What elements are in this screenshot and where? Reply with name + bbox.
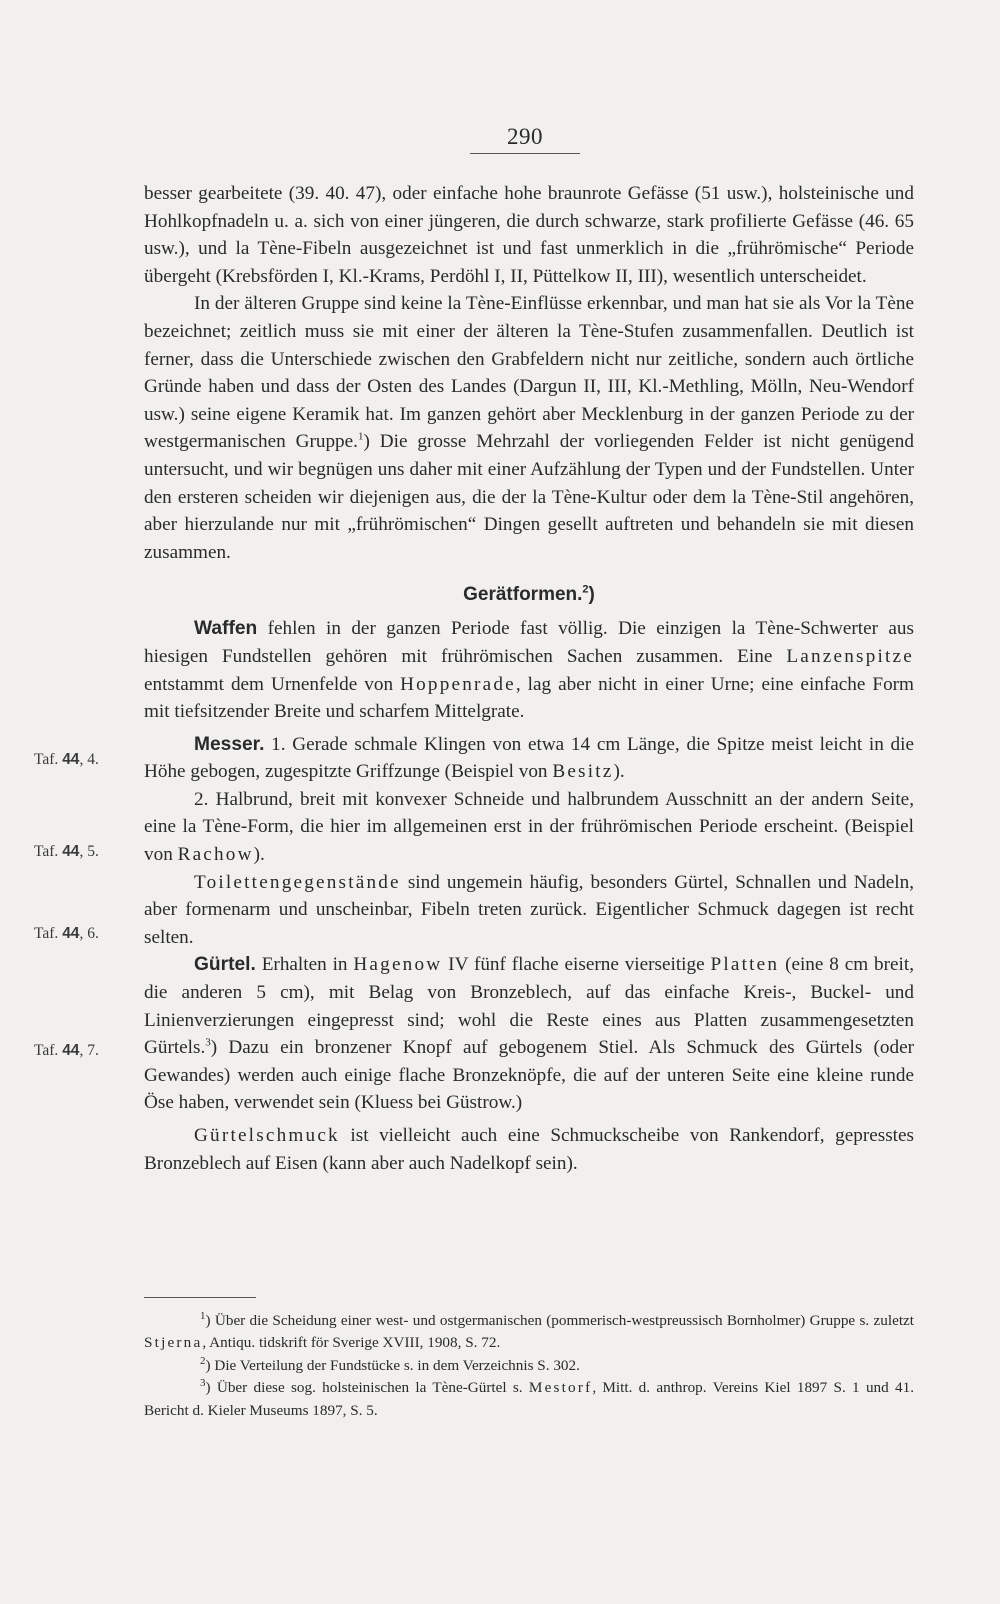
paragraph-toilette — [144, 869, 914, 952]
margin-note-label: Taf. — [34, 925, 59, 942]
footnote-3-text-b: , Mitt. d. anthrop. Vereins Kiel 1897 S. 1 und 41. Bericht d. Kieler Museums 1897, S. 5. — [144, 1379, 914, 1419]
margin-note-label: Taf. — [34, 751, 59, 768]
guertel-text-b: IV fünf flache eiserne vierseitige — [442, 954, 711, 976]
page-number: 290 — [507, 124, 543, 149]
waffen-text-a: fehlen in der ganzen Periode fast völlig. Die einzigen la Tène-Schwerter aus hiesigen Fundstellen gehören mit frührömischen Sachen zusammen. Eine — [144, 618, 914, 667]
paragraph-guertel — [144, 951, 914, 1117]
section-heading — [144, 581, 914, 609]
section-heading-close: ) — [588, 584, 595, 606]
margin-note-taf-44-6 — [34, 925, 134, 943]
paragraph-older-group — [144, 290, 914, 566]
paragraph-waffen — [144, 615, 914, 725]
page-number-rule — [470, 153, 580, 154]
waffen-text-b: entstammt dem Urnenfelde von — [144, 673, 401, 695]
paragraph-older-group-text-2: ) Die grosse Mehrzahl der vorliegenden Felder ist nicht genügend untersucht, und wir begnügen uns daher mit einer Aufzählung der Typen und der Fundstellen. Unter den ersteren scheiden wir diejenigen aus, die der la Tène-Kultur oder dem la Tène-Stil angehören, aber hierzulande nur mit „frührömischen“ Dingen gesellt auftreten und behandeln sie mit diesen zusammen. — [144, 431, 914, 563]
footnote-2-text: ) Die Verteilung der Fundstücke s. in dem Verzeichnis S. 302. — [205, 1356, 580, 1374]
margin-note-taf-44-7 — [34, 1042, 134, 1060]
footnote-rule — [144, 1297, 256, 1298]
waffen-text-c: , lag aber nicht in einer Urne; eine einfache Form mit tiefsitzender Breite und scharfem Mittelgrate. — [144, 673, 914, 723]
margin-note-number: 44 — [62, 1042, 80, 1059]
margin-note-sub: , 5. — [79, 843, 99, 860]
spaced-mestorf: Mestorf — [528, 1379, 593, 1397]
keyword-guertel: Gürtel. — [194, 954, 256, 976]
spaced-guertelschmuck: Gürtelschmuck — [194, 1125, 340, 1146]
footnote-1-text-a: ) Über die Scheidung einer west- und ostgermanischen (pommerisch-westpreussisch Bornholmer) Gruppe s. zuletzt — [205, 1312, 914, 1329]
margin-note-label: Taf. — [34, 843, 59, 860]
messer-text-b: ). — [613, 761, 625, 783]
footnote-ref-3: 3 — [205, 1036, 211, 1049]
guertelschmuck-text: ist vielleicht auch eine Schmuckscheibe von Rankendorf, gepresstes Bronzeblech auf Eisen (kann aber auch Nadelkopf sein). — [144, 1125, 914, 1174]
spaced-stjerna: Stjerna — [144, 1334, 203, 1352]
footnote-3-text-a: ) Über diese sog. holsteinischen la Tène-Gürtel s. — [205, 1379, 529, 1397]
keyword-waffen: Waffen — [194, 618, 258, 640]
messer-text-a: 1. Gerade schmale Klingen von etwa 14 cm Länge, die Spitze meist leicht in die Höhe gebogen, zugespitzte Griffzunge (Beispiel von — [144, 733, 914, 783]
footnote-2-mark: 2 — [200, 1354, 206, 1367]
margin-note-number: 44 — [62, 751, 80, 768]
footnote-1-mark: 1 — [200, 1309, 206, 1322]
margin-note-number: 44 — [62, 925, 80, 942]
messer-line-2 — [144, 786, 914, 869]
guertel-text-a: Erhalten in — [255, 954, 354, 976]
spaced-besitz: Besitz — [552, 761, 614, 783]
section-heading-text: Gerätformen. — [463, 584, 583, 606]
margin-note-sub: , 7. — [79, 1042, 99, 1059]
margin-note-taf-44-5 — [34, 843, 134, 861]
spaced-toilettengegenstaende: Toilettengegenstände — [194, 871, 401, 893]
paragraph-older-group-text: In der älteren Gruppe sind keine la Tène-Einflüsse erkennbar, und man hat sie als Vor la Tène bezeichnet; zeitlich muss sie mit einer der älteren la Tène-Stufen zusammenfallen. Deutlich ist ferner, dass die Unterschiede zwischen den Grabfeldern nicht nur zeitliche, sondern auch örtliche Gründe haben und dass der Osten des Landes (Dargun II, III, Kl.-Methling, Mölln, Neu-Wendorf usw.) seine eigene Keramik hat. Im ganzen gehört aber Mecklenburg in der ganzen Periode zu der westgermanischen Gruppe. — [144, 293, 914, 453]
keyword-messer: Messer. — [194, 733, 265, 755]
paragraph-intro: besser gearbeitete (39. 40. 47), oder einfache hohe braunrote Gefässe (51 usw.), holsteinische und Hohlkopfnadeln u. a. sich von einer jüngeren, die durch schwarze, stark profilierte Gefässe (46. 65 usw.), und la Tène-Fibeln ausgezeichnet ist und fast unmerklich in die „frührömische“ Periode übergeht (Krebsförden I, Kl.-Krams, Perdöhl I, II, Püttelkow II, III), wesentlich unterscheidet. — [144, 183, 914, 287]
paragraph-messer — [144, 731, 914, 869]
body-text — [144, 180, 914, 1177]
guertel-text-d: ) Dazu ein bronzener Knopf auf gebogenem Stiel. Als Schmuck des Gürtels (oder Gewandes) werden auch einige flache Bronzeknöpfe, die auf der unteren Seite eine kleine runde Öse haben, verwendet sein (Kluess bei Güstrow.) — [144, 1037, 914, 1114]
spaced-platten: Platten — [710, 954, 780, 976]
toilette-text: sind ungemein häufig, besonders Gürtel, Schnallen und Nadeln, aber formenarm und unscheinbar, Fibeln treten zurück. Eigentlicher Schmuck dagegen ist recht selten. — [144, 871, 914, 948]
footnote-ref-2: 2 — [582, 583, 589, 596]
guertel-text-c: (eine 8 cm breit, die anderen 5 cm), mit Belag von Bronzeblech, auf das einfache Kreis-, Buckel- und Linienverzierungen eingepresst sind; wohl die Reste eines aus Platten zusammengesetzten Gürtels. — [144, 954, 915, 1059]
messer-text-d: ). — [253, 844, 265, 866]
paragraph-guertelschmuck — [144, 1122, 914, 1177]
messer-text-c: 2. Halbrund, breit mit konvexer Schneide und halbrundem Ausschnitt an der andern Seite, eine la Tène-Form, die hier im allgemeinen erst in der frührömischen Periode erscheint. (Beispiel von — [144, 788, 914, 866]
margin-note-sub: , 6. — [79, 925, 99, 942]
footnote-3 — [144, 1377, 914, 1422]
margin-note-number: 44 — [62, 843, 80, 860]
spaced-hagenow: Hagenow — [353, 954, 443, 976]
footnote-1 — [144, 1310, 914, 1355]
margin-note-sub: , 4. — [79, 751, 99, 768]
margin-note-label: Taf. — [34, 1042, 59, 1059]
footnotes — [144, 1310, 914, 1422]
footnote-2 — [144, 1355, 914, 1377]
spaced-rachow: Rachow — [177, 844, 254, 866]
footnote-3-mark: 3 — [200, 1377, 206, 1390]
footnote-1-text-b: , Antiqu. tidskrift för Sverige XVIII, 1908, S. 72. — [202, 1334, 501, 1352]
footnote-ref-1: 1 — [357, 430, 364, 443]
spaced-hoppenrade: Hoppenrade — [400, 673, 516, 695]
spaced-lanzenspitze: Lanzenspitze — [786, 645, 914, 667]
margin-note-taf-44-4 — [34, 751, 134, 769]
